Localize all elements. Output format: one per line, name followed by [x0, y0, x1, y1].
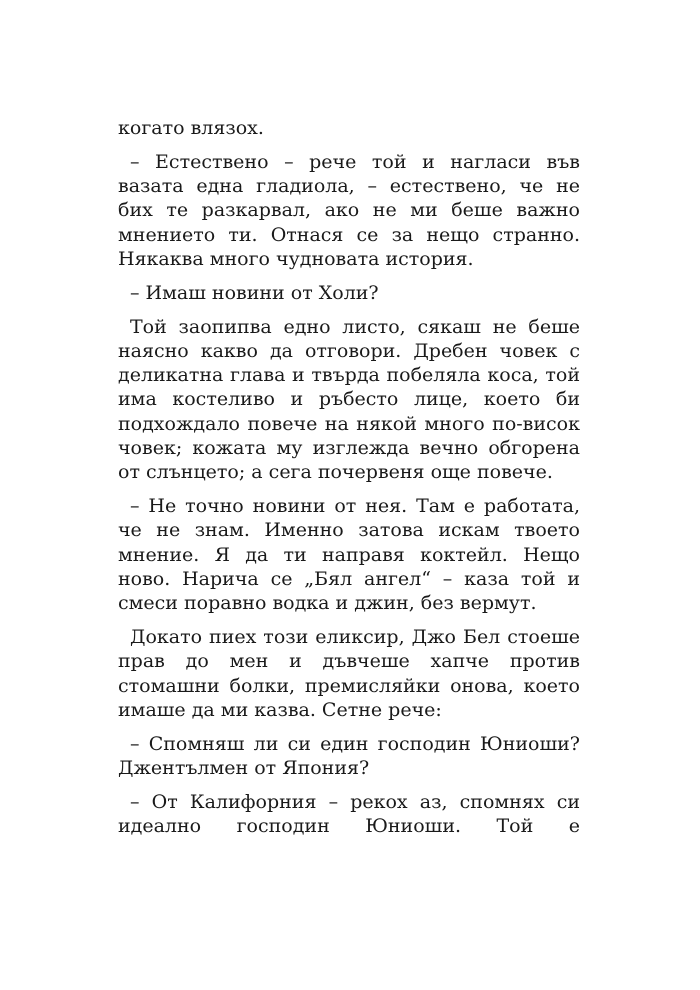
paragraph-7: – Спомняш ли си един господин Юниоши? Джентълмен от Япония? [118, 732, 580, 780]
paragraph-3: – Имаш новини от Холи? [130, 281, 379, 304]
paragraph-1: когато влязох. [118, 117, 264, 139]
paragraph-6: Докато пиех този еликсир, Джо Бел стоеше прав до мен и дъвчеше хапче против стомашни болки, премисляйки онова, което имаше да ми казва. Сетне рече: [118, 626, 580, 722]
paragraph-2: – Естествено – рече той и нагласи във вазата една гладиола, – естествено, че не бих те разкарвал, ако не ми беше важно мнението ти. Отнася се за нещо странно. Някаква много чудновата история. [118, 150, 580, 270]
paragraph-4: Той заопипва едно листо, сякаш не беше наясно какво да отговори. Дребен човек с деликатна глава и твърда побеляла коса, той има костеливо и ръбесто лице, което би подхождало повече на някой много по-висок човек; кожата му изглежда вечно обгорена от слънцето; а сега почервеня още повече. [118, 315, 580, 484]
book-page [118, 116, 580, 848]
paragraph-8: – От Калифорния – рекох аз, спомнях си идеално господин Юниоши. Той е [118, 790, 580, 838]
paragraph-5: – Не точно новини от нея. Там е работата, че не знам. Именно затова искам твоето мнение. Я да ти направя коктейл. Нещо ново. Нарича се „Бял ангел“ – каза той и смеси поравно водка и джин, без вермут. [118, 495, 580, 615]
